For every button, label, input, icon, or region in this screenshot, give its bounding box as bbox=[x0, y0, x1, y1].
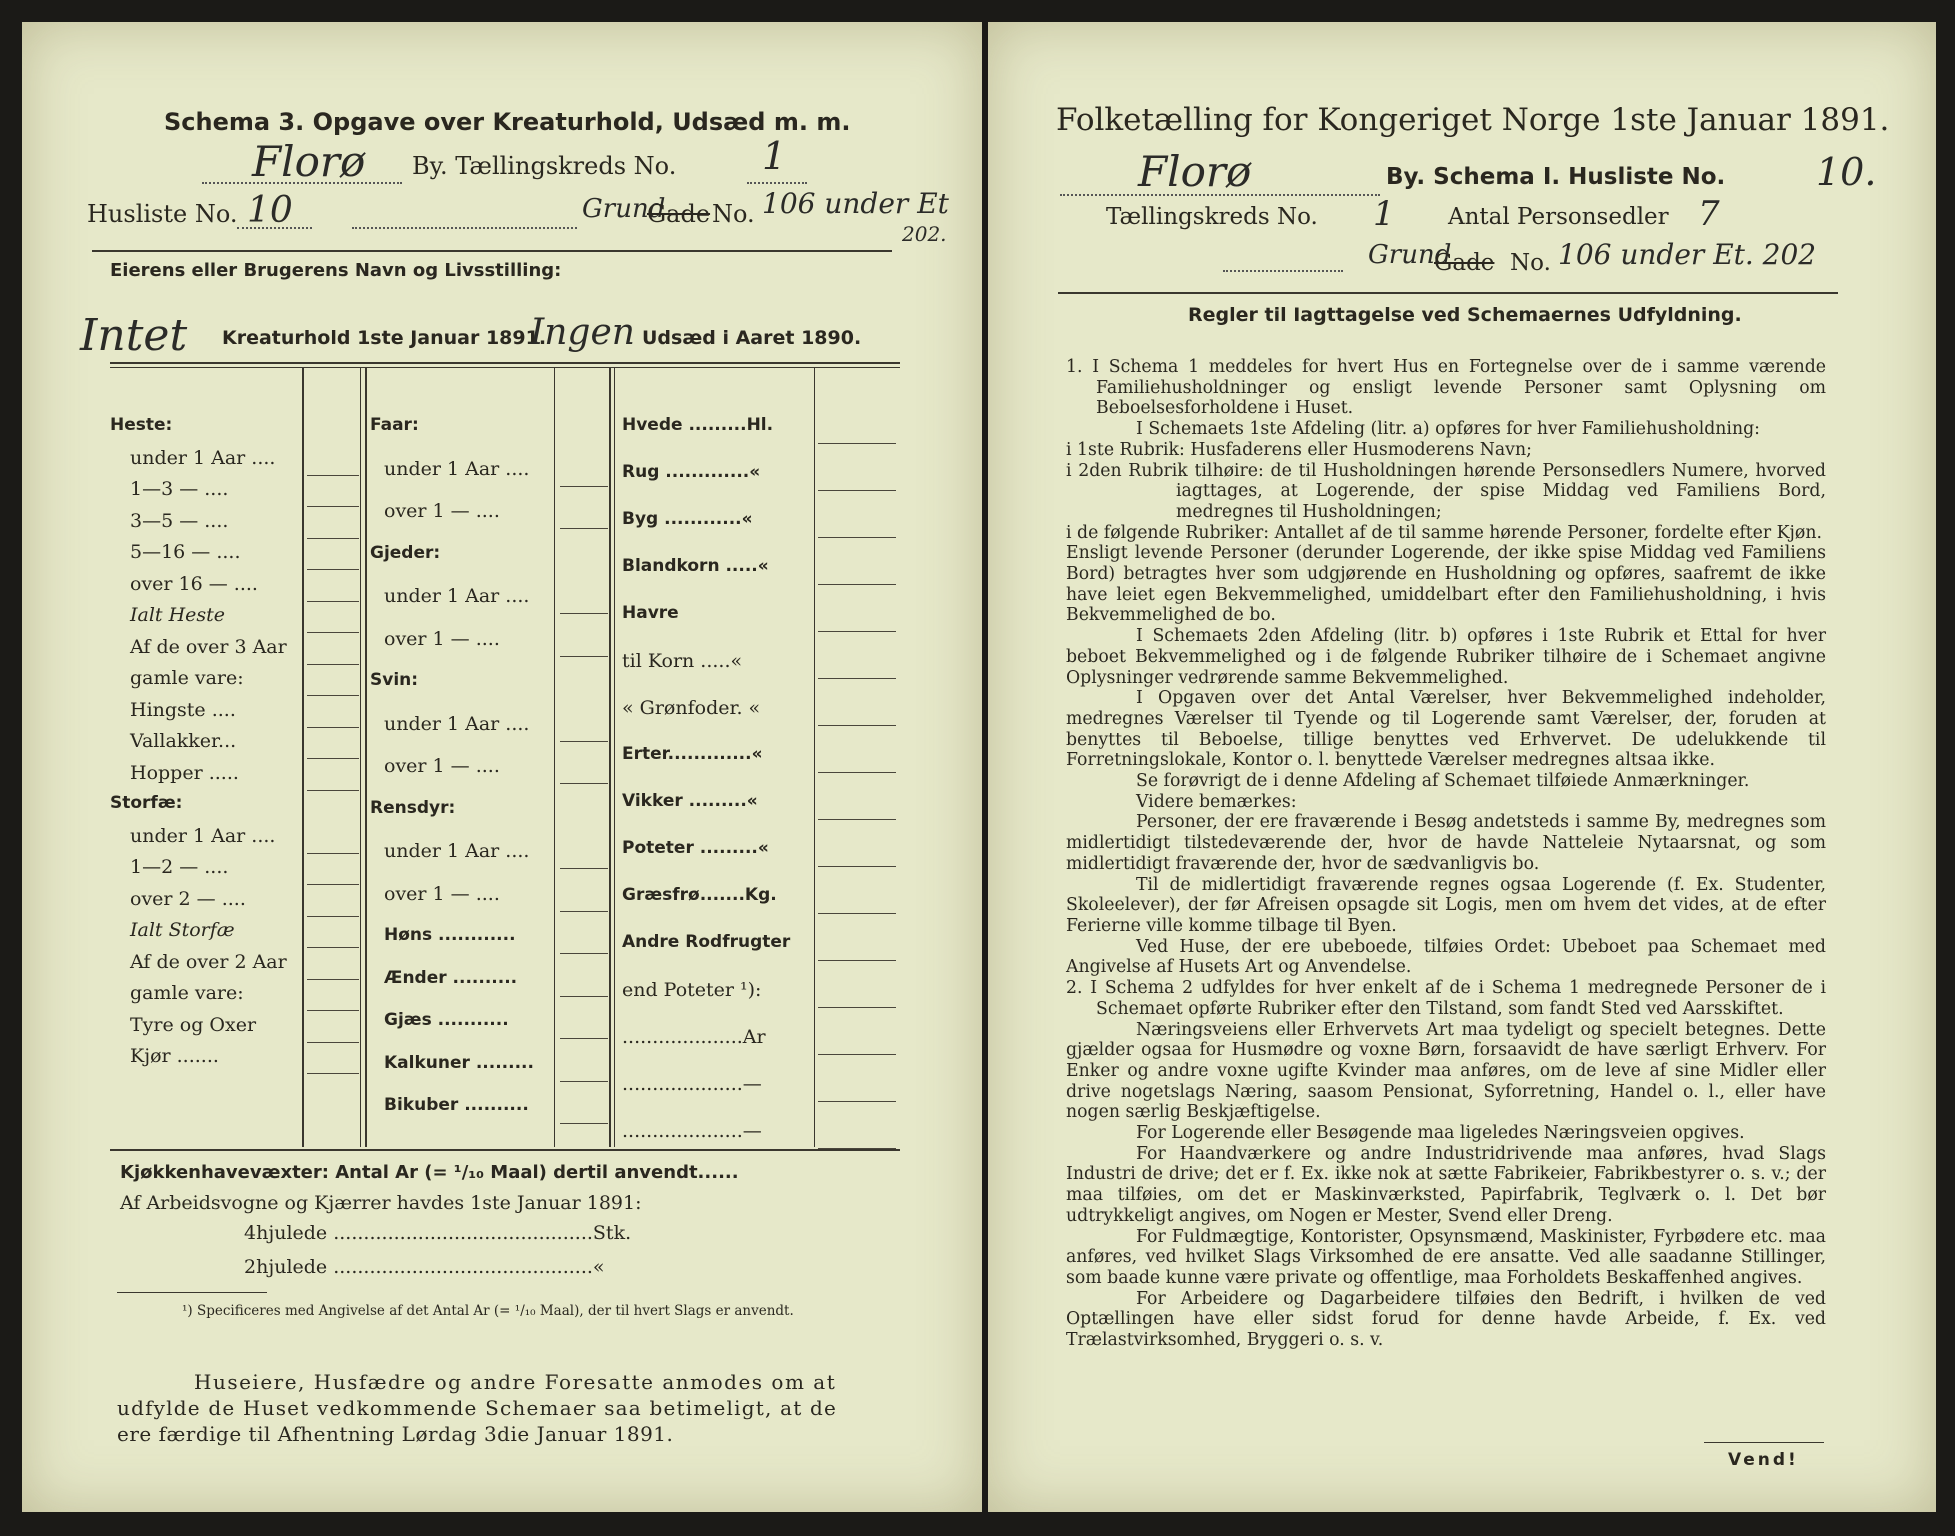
table-row-label: Erter.............« bbox=[622, 744, 763, 764]
right-gade-fill-line bbox=[1223, 270, 1343, 272]
footnote: ¹) Specificeres med Angivelse af det Antal Ar (= ¹/₁₀ Maal), der til hvert Slags er anvendt. bbox=[182, 1303, 794, 1319]
table-row-line bbox=[818, 584, 896, 585]
gade-handwritten: Grund bbox=[582, 194, 666, 224]
table-row-line bbox=[818, 537, 896, 538]
footnote-rule bbox=[117, 1292, 267, 1293]
right-kreds-label: Tællingskreds No. bbox=[1106, 204, 1318, 230]
table-row-label: under 1 Aar .... bbox=[130, 824, 276, 847]
table-row-label: Høns ............ bbox=[384, 925, 516, 945]
table-row-label: Heste: bbox=[110, 415, 173, 435]
husliste-fill-line bbox=[237, 227, 312, 229]
rule-paragraph: For Fuldmægtige, Kontorister, Opsynsmænd, Maskinister, Fyrbødere etc. maa anføres, ved hvilket Slags Virksomhed de ere ansatte. Ved alle saadanne Stillinger, som baade kunne være private og offentlige, maa Forholdets Beskaffenhed angives. bbox=[1066, 1226, 1826, 1288]
table-row-label: Faar: bbox=[370, 415, 419, 435]
table-row-label: under 1 Aar .... bbox=[384, 585, 530, 607]
vend-rule bbox=[1704, 1442, 1824, 1443]
right-by-handwritten: Florø bbox=[1138, 147, 1252, 196]
table-row-label: ....................Ar bbox=[622, 1026, 766, 1048]
kreds-fill-line bbox=[747, 182, 807, 184]
table-row-line bbox=[560, 1038, 608, 1039]
owner-label: Eierens eller Brugerens Navn og Livsstilling: bbox=[110, 260, 562, 281]
table-row-label: Gjæs ........... bbox=[384, 1010, 509, 1030]
fourwheel-line: 4hjulede ...........................................Stk. bbox=[244, 1222, 632, 1244]
table-row-line bbox=[560, 486, 608, 487]
right-antal-handwritten: 7 bbox=[1698, 194, 1720, 234]
table-row-line bbox=[307, 1042, 359, 1043]
by-fill-line bbox=[202, 182, 402, 184]
table-row-line bbox=[307, 632, 359, 633]
table-row-line bbox=[307, 506, 359, 507]
table-row-line bbox=[307, 601, 359, 602]
table-row-label: 5—16 — .... bbox=[130, 541, 241, 563]
table-row-line bbox=[307, 758, 359, 759]
table-row-label: under 1 Aar .... bbox=[384, 457, 530, 480]
table-row-line bbox=[307, 947, 359, 948]
table-row-line bbox=[818, 631, 896, 632]
right-by-label: By. Schema I. Husliste No. bbox=[1386, 164, 1726, 190]
table-row-line bbox=[307, 1010, 359, 1011]
table-row-line bbox=[560, 953, 608, 954]
col-divider bbox=[302, 367, 304, 1147]
table-row-label: gamle vare: bbox=[130, 982, 244, 1004]
gade-label: Gade bbox=[647, 200, 711, 228]
table-row-line bbox=[818, 1148, 896, 1149]
table-row-label: over 1 — .... bbox=[384, 882, 500, 905]
right-page bbox=[988, 22, 1936, 1512]
table-row-line bbox=[560, 868, 608, 869]
table-row-label: « Grønfoder. « bbox=[622, 697, 761, 719]
table-row-line bbox=[818, 819, 896, 820]
table-row-label: Ialt Storfæ bbox=[130, 919, 235, 941]
table-row-line bbox=[307, 884, 359, 885]
table-row-label: Gjeder: bbox=[370, 542, 441, 563]
table-row-line bbox=[818, 1007, 896, 1008]
rule-paragraph: Se forøvrigt de i denne Afdeling af Schemaet tilføiede Anmærkninger. bbox=[1136, 771, 1750, 792]
table-row-label: Ænder .......... bbox=[384, 967, 518, 988]
arbeid-line: Af Arbeidsvogne og Kjærrer havdes 1ste Januar 1891: bbox=[120, 1192, 642, 1214]
table-row-label: under 1 Aar .... bbox=[130, 446, 276, 469]
table-row-label: 1—3 — .... bbox=[130, 478, 229, 500]
table-bottom-border bbox=[110, 1149, 900, 1151]
right-kreds-handwritten: 1 bbox=[1373, 194, 1395, 234]
table-row-label: Vallakker... bbox=[130, 730, 237, 752]
table-row-line bbox=[560, 911, 608, 912]
rules-title: Regler til Iagttagelse ved Schemaernes Udfyldning. bbox=[1188, 304, 1742, 326]
rules-body bbox=[1066, 357, 1826, 1351]
table-row-line bbox=[818, 490, 896, 491]
table-row-label: Storfæ: bbox=[110, 793, 183, 813]
table-row-line bbox=[560, 996, 608, 997]
right-gade-no-handwritten: 106 under Et. 202 bbox=[1558, 238, 1817, 271]
notice-line-2: udfylde de Huset vedkommende Schemaer saa betimeligt, at de bbox=[117, 1396, 838, 1420]
rule-paragraph: 2. I Schema 2 udfyldes for hver enkelt af de i Schema 1 medregnede Personer de i Schemaet opførte Rubriker efter den Tilstand, som fandt Sted ved Aarsskiftet. bbox=[1066, 978, 1826, 1019]
table-row-label: ....................— bbox=[622, 1120, 762, 1142]
rule-paragraph: Videre bemærkes: bbox=[1136, 791, 1297, 812]
table-row-line bbox=[560, 613, 608, 614]
kreatur-title: Kreaturhold 1ste Januar 1891. bbox=[222, 327, 547, 349]
col-divider bbox=[614, 367, 615, 1147]
kjokken-line: Kjøkkenhavevæxter: Antal Ar (= ¹/₁₀ Maal) dertil anvendt...... bbox=[120, 1162, 739, 1183]
col-divider bbox=[609, 367, 611, 1147]
table-row-label: Hvede .........Hl. bbox=[622, 415, 774, 435]
kreatur-handwritten: Ingen bbox=[530, 312, 635, 353]
table-row-line bbox=[560, 656, 608, 657]
right-by-fill-line bbox=[1060, 194, 1380, 196]
table-row-line bbox=[560, 783, 608, 784]
right-no-label: No. bbox=[1510, 250, 1551, 276]
table-row-label: til Korn .....« bbox=[622, 650, 743, 672]
rule-paragraph: I Opgaven over det Antal Værelser, hver Bekvemmelighed indeholder, medregnes Værelser til Tyende og til Logerende samt Værelser, der, foruden at benyttes til Beboelse, tillige benyttes ved Erhvervet. De udelukkende til Forretningslokale, Kontor o. l. benyttede Værelser medregnes altsaa ikke. bbox=[1066, 688, 1826, 771]
table-row-label: ....................— bbox=[622, 1073, 762, 1095]
rule-paragraph: Til de midlertidigt fraværende regnes ogsaa Logerende (f. Ex. Studenter, Skoleelever), der før Afreisen opsagde sit Logis, men om hvem det vides, at de efter Ferierne ville komme tilbage til Byen. bbox=[1066, 874, 1826, 936]
twowheel-line: 2hjulede ...........................................« bbox=[244, 1256, 605, 1278]
table-row-label: Af de over 2 Aar bbox=[130, 950, 287, 973]
table-row-label: Byg ............« bbox=[622, 509, 753, 529]
divider bbox=[92, 250, 892, 252]
table-row-line bbox=[818, 678, 896, 679]
table-row-line bbox=[560, 528, 608, 529]
table-row-label: Vikker .........« bbox=[622, 791, 758, 811]
notice-line-1: Huseiere, Husfædre og andre Foresatte anmodes om at bbox=[194, 1370, 837, 1394]
rule-paragraph: Personer, der ere fraværende i Besøg andetsteds i samme By, medregnes som midlertidigt tilstedeværende der, hvor de havde Natteleie Nytaarsnat, og som midlertidigt fraværende der, hvor de sædvanligvis bo. bbox=[1066, 812, 1826, 874]
owner-handwritten: Intet bbox=[80, 310, 188, 361]
rule-paragraph: Næringsveiens eller Erhvervets Art maa tydeligt og specielt betegnes. Dette gjælder ogsaa for Husmødre og voxne Børn, forsaavidt de have særligt Erhverv. For Enker og andre voxne ugifte Kvinder maa anføres, om de leve af sine Midler eller drive nogetslags Næring, saasom Pensionat, Syforretning, Handel o. l., eller have nogen særlig Beskjæftigelse. bbox=[1066, 1019, 1826, 1123]
schema3-header: Schema 3. Opgave over Kreaturhold, Udsæd m. m. bbox=[164, 108, 851, 136]
table-row-line bbox=[307, 569, 359, 570]
right-divider bbox=[1058, 292, 1838, 294]
right-gade-handwritten: Grund bbox=[1368, 240, 1452, 270]
right-antal-label: Antal Personsedler bbox=[1448, 204, 1669, 230]
table-row-line bbox=[307, 979, 359, 980]
left-page bbox=[22, 22, 982, 1512]
gade-fill-line bbox=[352, 227, 577, 229]
table-row-label: over 1 — .... bbox=[384, 755, 500, 777]
table-row-line bbox=[818, 960, 896, 961]
table-top-border bbox=[110, 362, 900, 364]
rule-paragraph: i de følgende Rubriker: Antallet af de til samme hørende Personer, fordelte efter Kjøn. bbox=[1066, 522, 1822, 543]
right-husliste-handwritten: 10. bbox=[1816, 150, 1877, 194]
husliste-label: Husliste No. bbox=[87, 200, 238, 228]
col-divider bbox=[814, 367, 815, 1147]
table-row-line bbox=[307, 538, 359, 539]
census-title: Folketælling for Kongeriget Norge 1ste Januar 1891. bbox=[1056, 102, 1890, 138]
table-row-label: Rug .............« bbox=[622, 462, 761, 482]
table-row-line bbox=[818, 443, 896, 444]
table-row-line bbox=[818, 866, 896, 867]
table-row-line bbox=[560, 741, 608, 742]
table-row-label: Kjør ....... bbox=[130, 1045, 219, 1067]
gade-no-handwritten-2: 202. bbox=[902, 222, 947, 246]
table-row-line bbox=[307, 790, 359, 791]
table-row-line bbox=[818, 772, 896, 773]
table-row-line bbox=[307, 695, 359, 696]
table-row-line bbox=[307, 916, 359, 917]
table-row-line bbox=[307, 1073, 359, 1074]
table-row-label: Andre Rodfrugter bbox=[622, 932, 791, 952]
table-row-label: Kalkuner ......... bbox=[384, 1052, 534, 1073]
kreds-handwritten: 1 bbox=[762, 134, 787, 178]
col-divider bbox=[365, 367, 367, 1147]
rule-paragraph: For Arbeidere og Dagarbeidere tilføies den Bedrift, i hvilken de ved Optællingen have eller sidst forud for denne havde Arbeide, f. Ex. ved Trælastvirksomhed, Bryggeri o. s. v. bbox=[1066, 1288, 1826, 1351]
table-row-line bbox=[307, 475, 359, 476]
table-row-label: Af de over 3 Aar bbox=[130, 635, 287, 658]
rule-paragraph: Ved Huse, der ere ubeboede, tilføies Ordet: Ubeboet paa Schemaet med Angivelse af Husets Art og Anvendelse. bbox=[1066, 936, 1826, 978]
table-row-label: gamle vare: bbox=[130, 667, 244, 689]
vend-text: Vend! bbox=[1728, 1450, 1799, 1470]
table-row-label: over 1 — .... bbox=[384, 627, 500, 650]
rule-paragraph: 1. I Schema 1 meddeles for hvert Hus en Fortegnelse over de i samme værende Familiehusholdninger og ensligt levende Personer samt Oplysning om Beboelsesforholdene i Huset. bbox=[1066, 357, 1826, 419]
table-row-label: 1—2 — .... bbox=[130, 856, 229, 878]
by-label: By. Tællingskreds No. bbox=[412, 152, 677, 180]
right-gade-label: Gade bbox=[1434, 250, 1495, 276]
table-row-label: Hingste .... bbox=[130, 698, 236, 721]
table-row-line bbox=[307, 664, 359, 665]
rule-paragraph: For Haandværkere og andre Industridrivende maa anføres, hvad Slags Industri de drive; det er f. Ex. ikke nok at sætte Fabrikeier, Fabrikbestyrer o. s. v.; der maa tilføies, om det er Maskinværksted, Papirfabrik, Teglværk o. l. Det bør udtrykkeligt angives, om Nogen er Mester, Svend eller Dreng. bbox=[1066, 1143, 1826, 1226]
table-row-label: Tyre og Oxer bbox=[130, 1013, 257, 1036]
table-row-line bbox=[307, 853, 359, 854]
table-row-label: Bikuber .......... bbox=[384, 1095, 529, 1115]
rule-paragraph: Ensligt levende Personer (derunder Logerende, der ikke spise Middag ved Familiens Bord) betragtes hver som udgjørende en Husholdning og opføres, saafremt de ikke have leiet egen Bekvemmelighed, umiddelbart efter den Familiehusholdning, i hvis Bekvemmelighed de bo. bbox=[1066, 543, 1826, 626]
col-divider bbox=[360, 367, 361, 1147]
table-row-label: Hopper ..... bbox=[130, 761, 239, 784]
rule-paragraph: I Schemaets 2den Afdeling (litr. b) opføres i 1ste Rubrik et Ettal for hver beboet Bekvemmelighed og i de følgende Rubriker tilhøire de i Schemaet angivne Oplysninger vedrørende samme Bekvemmelighed. bbox=[1066, 626, 1826, 688]
notice-line-3: ere færdige til Afhentning Lørdag 3die Januar 1891. bbox=[117, 1422, 674, 1446]
table-row-line bbox=[818, 913, 896, 914]
gade-no-label: No. bbox=[712, 200, 755, 228]
table-row-label: Poteter .........« bbox=[622, 838, 769, 858]
by-handwritten: Florø bbox=[252, 137, 366, 186]
table-row-label: over 1 — .... bbox=[384, 500, 500, 522]
table-row-label: over 16 — .... bbox=[130, 572, 258, 595]
table-row-label: Græsfrø.......Kg. bbox=[622, 885, 777, 905]
rule-paragraph: i 1ste Rubrik: Husfaderens eller Husmoderens Navn; bbox=[1066, 439, 1532, 460]
table-top-border-2 bbox=[110, 367, 900, 368]
table-row-line bbox=[818, 1101, 896, 1102]
table-row-label: end Poteter ¹): bbox=[622, 979, 762, 1001]
table-row-label: over 2 — .... bbox=[130, 887, 246, 910]
table-row-line bbox=[560, 1081, 608, 1082]
table-row-label: Blandkorn .....« bbox=[622, 556, 769, 576]
table-row-line bbox=[307, 727, 359, 728]
table-row-label: Svin: bbox=[370, 670, 419, 690]
gade-no-handwritten: 106 under Et bbox=[762, 187, 949, 220]
table-row-line bbox=[560, 1123, 608, 1124]
table-row-label: Havre bbox=[622, 603, 679, 623]
rule-paragraph: i 2den Rubrik tilhøire: de til Husholdningen hørende Personsedlers Numere, hvorved iagttages, at Logerende, der spise Middag ved Familiens Bord, medregnes til Husholdningen; bbox=[1066, 460, 1826, 522]
table-row-label: under 1 Aar .... bbox=[384, 840, 530, 862]
rule-paragraph: I Schemaets 1ste Afdeling (litr. a) opføres for hver Familiehusholdning: bbox=[1136, 419, 1760, 440]
rule-paragraph: For Logerende eller Besøgende maa ligeledes Næringsveien opgives. bbox=[1136, 1123, 1745, 1144]
udsaed-title: Udsæd i Aaret 1890. bbox=[642, 327, 862, 349]
table-row-label: 3—5 — .... bbox=[130, 509, 229, 532]
table-row-label: under 1 Aar .... bbox=[384, 712, 530, 735]
table-row-line bbox=[818, 1054, 896, 1055]
table-row-label: Rensdyr: bbox=[370, 797, 456, 818]
col-divider bbox=[554, 367, 555, 1147]
table-row-label: Ialt Heste bbox=[130, 604, 226, 626]
table-row-line bbox=[818, 725, 896, 726]
husliste-handwritten: 10 bbox=[247, 190, 293, 231]
